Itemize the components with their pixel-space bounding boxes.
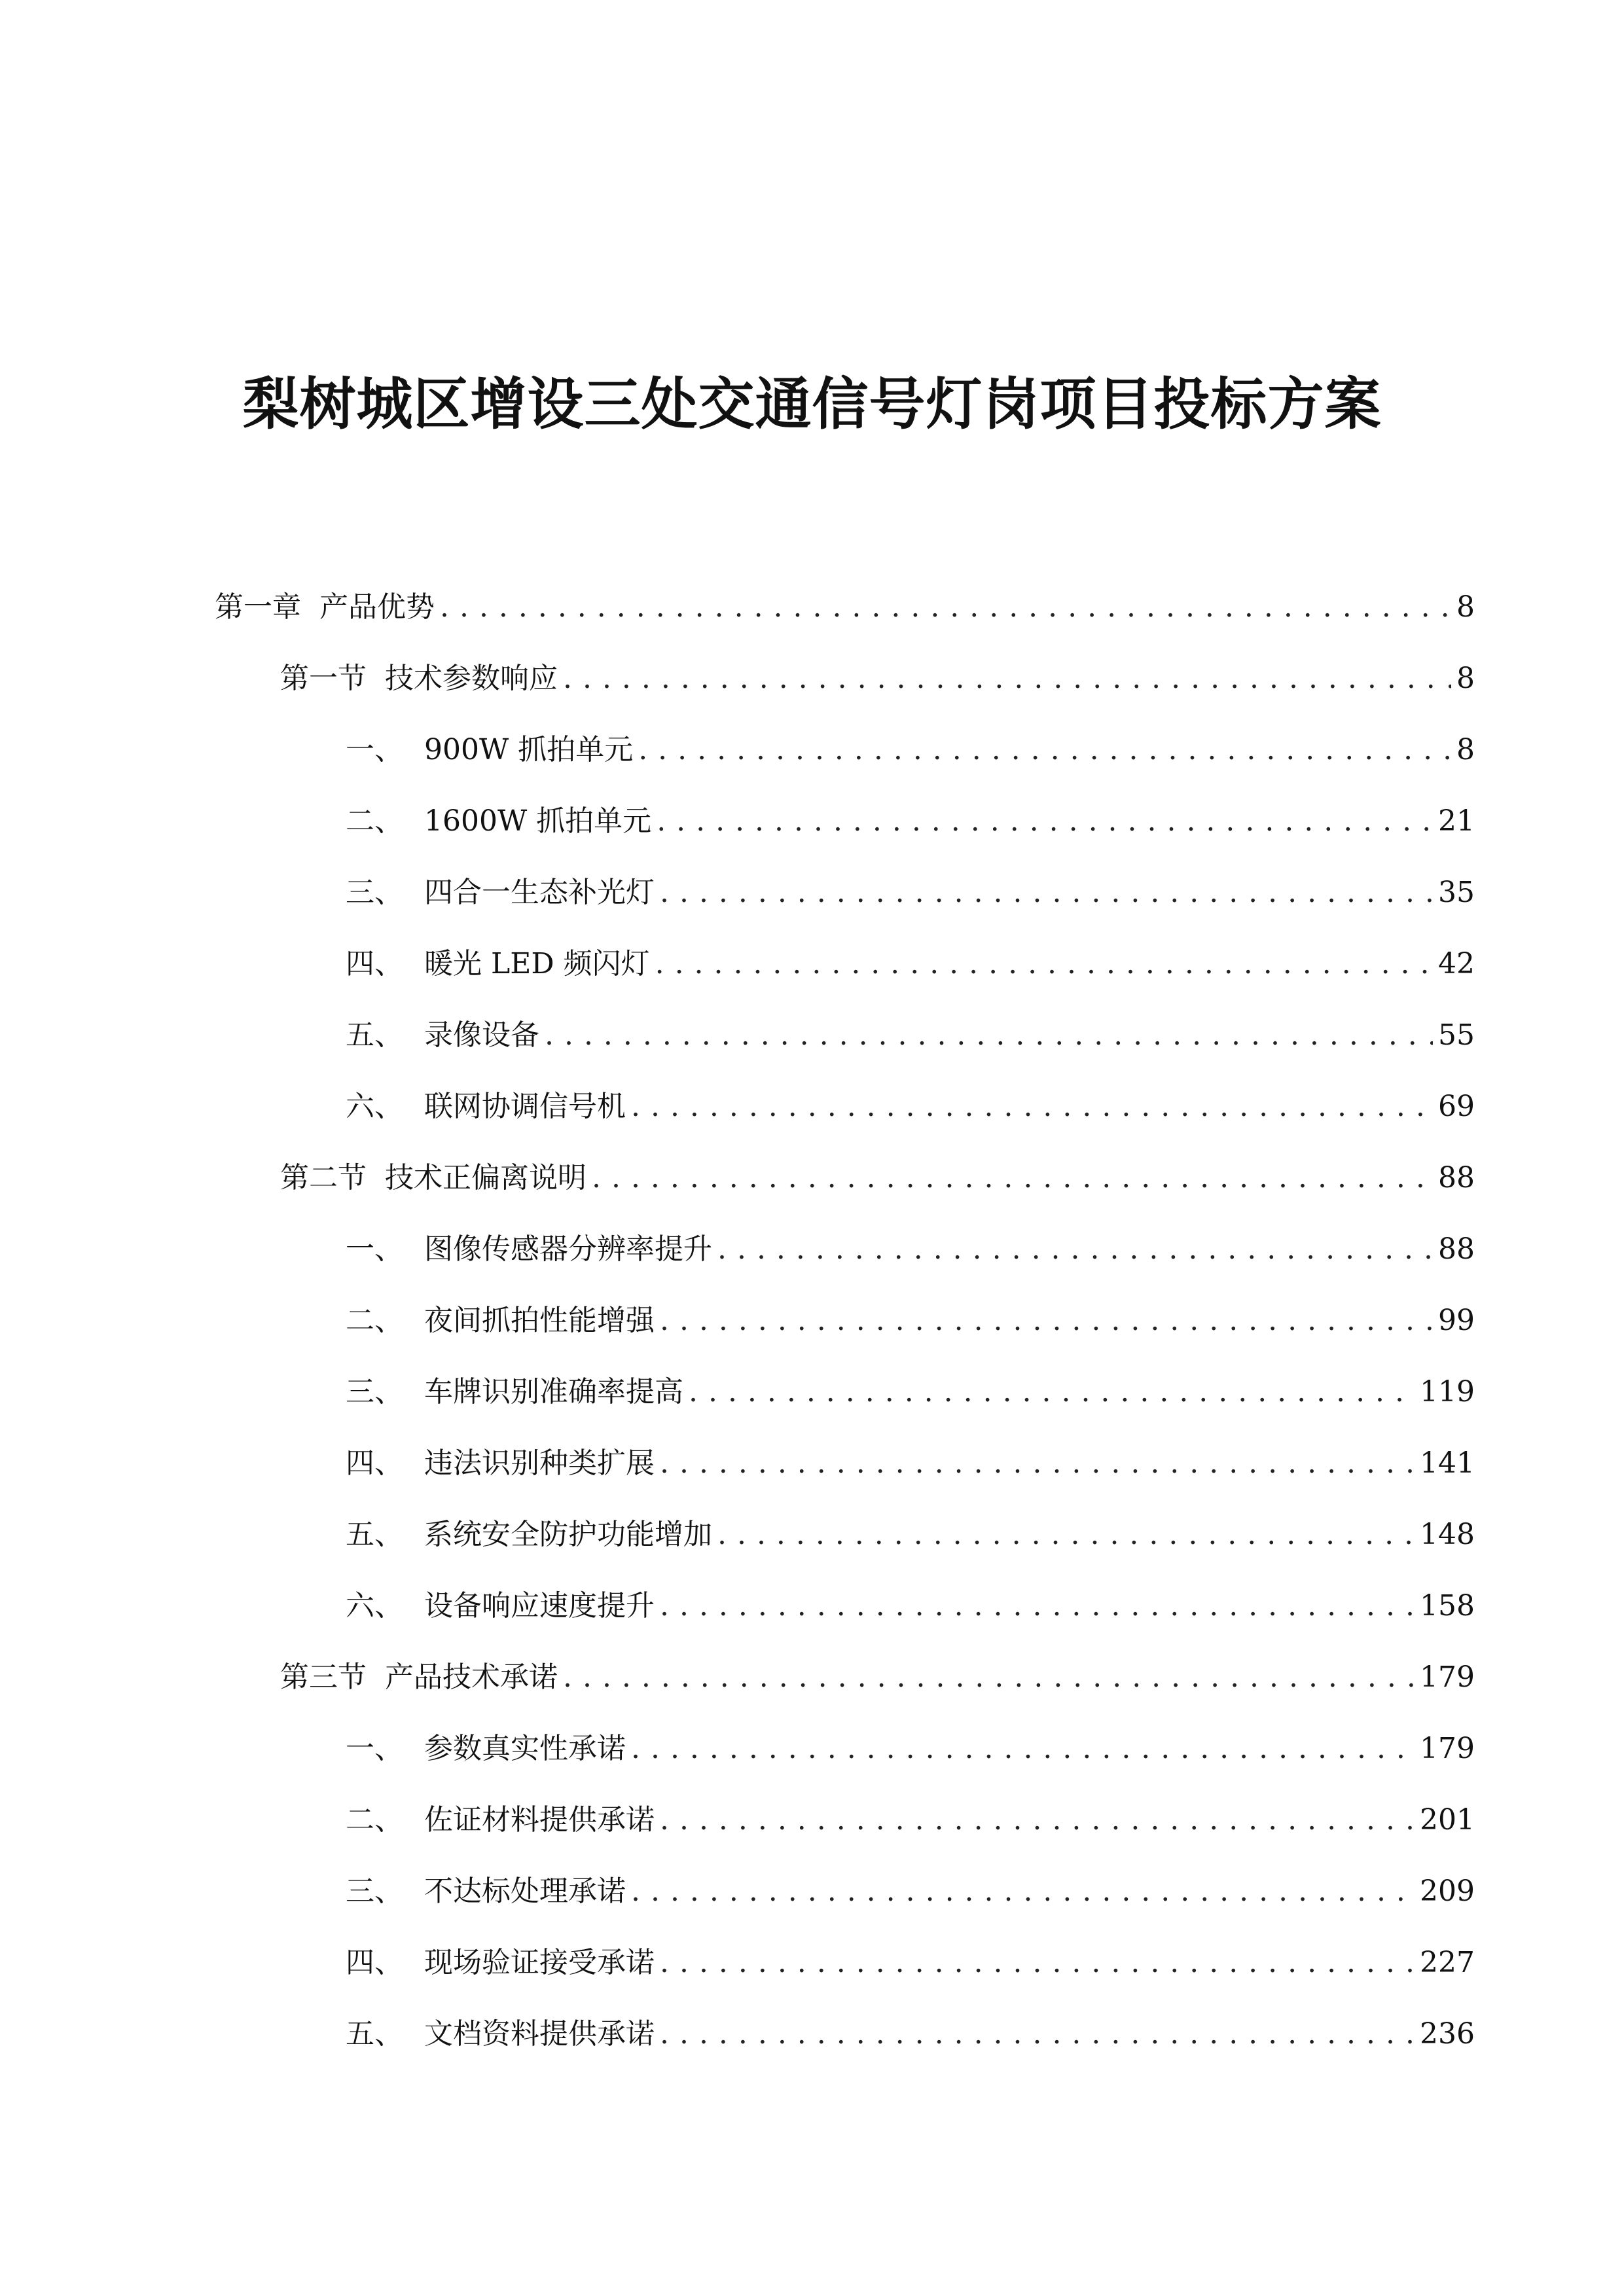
toc-entry-title: 技术正偏离说明 xyxy=(385,1161,586,1194)
toc-entry-number: 一、 xyxy=(346,1732,403,1765)
toc-entry-number: 二、 xyxy=(346,804,403,838)
toc-entry-page: 8 xyxy=(1456,662,1475,695)
toc-entry-title: 录像设备 xyxy=(424,1018,539,1052)
toc-entry-number: 三、 xyxy=(346,1874,403,1908)
toc-dot-leader xyxy=(631,1084,1433,1130)
toc-entry-title: 设备响应速度提升 xyxy=(424,1589,655,1623)
toc-entry[interactable] xyxy=(280,1655,1475,1700)
toc-entry-number: 三、 xyxy=(346,876,403,909)
toc-entry-page: 21 xyxy=(1438,804,1475,838)
toc-entry-page: 55 xyxy=(1438,1018,1475,1052)
toc-entry[interactable] xyxy=(346,1013,1475,1058)
toc-entry-title: 违法识别种类扩展 xyxy=(424,1446,655,1480)
toc-dot-leader xyxy=(631,1869,1415,1914)
toc-entry[interactable] xyxy=(346,1512,1475,1558)
toc-dot-leader xyxy=(660,1583,1415,1629)
toc-entry-page: 158 xyxy=(1420,1589,1475,1623)
toc-dot-leader xyxy=(660,2011,1415,2057)
toc-entry-page: 88 xyxy=(1438,1232,1475,1266)
toc-dot-leader xyxy=(440,584,1451,630)
toc-dot-leader xyxy=(717,1512,1415,1558)
toc-entry[interactable] xyxy=(346,1869,1475,1914)
toc-entry[interactable] xyxy=(346,1298,1475,1344)
toc-dot-leader xyxy=(545,1013,1433,1058)
toc-entry-title: 文档资料提供承诺 xyxy=(424,2017,655,2051)
toc-entry-number: 第一章 xyxy=(215,590,301,624)
toc-entry[interactable] xyxy=(346,870,1475,916)
toc-entry-title: 现场验证接受承诺 xyxy=(424,1946,655,1979)
toc-entry-number: 四、 xyxy=(346,1446,403,1480)
toc-entry-number: 六、 xyxy=(346,1589,403,1623)
toc-entry-number: 五、 xyxy=(346,2017,403,2051)
toc-dot-leader xyxy=(592,1155,1433,1201)
toc-entry-number: 第二节 xyxy=(280,1161,367,1194)
toc-entry-number: 一、 xyxy=(346,733,403,766)
toc-entry-page: 141 xyxy=(1420,1446,1475,1480)
toc-entry-title: 佐证材料提供承诺 xyxy=(424,1803,655,1837)
toc-entry-number: 四、 xyxy=(346,1946,403,1979)
toc-entry-number: 第一节 xyxy=(280,662,367,695)
toc-entry-title: 联网协调信号机 xyxy=(424,1090,626,1123)
toc-entry-number: 二、 xyxy=(346,1803,403,1837)
toc-entry-title: 技术参数响应 xyxy=(385,662,558,695)
toc-entry-title: 1600W 抓拍单元 xyxy=(424,804,652,838)
toc-entry[interactable] xyxy=(346,1227,1475,1272)
toc-dot-leader xyxy=(689,1369,1415,1415)
toc-entry-page: 201 xyxy=(1420,1803,1475,1837)
toc-dot-leader xyxy=(660,1797,1415,1843)
toc-entry-number: 一、 xyxy=(346,1232,403,1266)
toc-entry-page: 69 xyxy=(1438,1090,1475,1123)
toc-entry[interactable] xyxy=(346,1797,1475,1843)
toc-entry[interactable] xyxy=(346,941,1475,987)
toc-entry-page: 8 xyxy=(1456,590,1475,624)
toc-dot-leader xyxy=(655,941,1433,987)
toc-entry-number: 二、 xyxy=(346,1304,403,1337)
toc-entry-title: 夜间抓拍性能增强 xyxy=(424,1304,655,1337)
toc-entry-title: 暖光 LED 频闪灯 xyxy=(424,947,650,980)
toc-dot-leader xyxy=(660,1441,1415,1486)
toc-dot-leader xyxy=(660,870,1433,916)
toc-dot-leader xyxy=(657,798,1433,844)
document-title: 梨树城区增设三处交通信号灯岗项目投标方案 xyxy=(242,371,1382,437)
toc-entry-page: 179 xyxy=(1420,1660,1475,1694)
toc-entry-number: 第三节 xyxy=(280,1660,367,1694)
toc-entry-page: 119 xyxy=(1420,1375,1475,1408)
toc-entry[interactable] xyxy=(346,1369,1475,1415)
toc-entry-page: 99 xyxy=(1438,1304,1475,1337)
toc-entry[interactable] xyxy=(215,584,1475,630)
toc-entry-number: 五、 xyxy=(346,1018,403,1052)
toc-entry[interactable] xyxy=(346,1726,1475,1772)
toc-entry[interactable] xyxy=(346,2011,1475,2057)
toc-entry-title: 系统安全防护功能增加 xyxy=(424,1518,712,1551)
toc-entry[interactable] xyxy=(346,798,1475,844)
toc-entry-title: 产品优势 xyxy=(319,590,435,624)
toc-entry-title: 不达标处理承诺 xyxy=(424,1874,626,1908)
toc-entry[interactable] xyxy=(280,656,1475,702)
toc-entry[interactable] xyxy=(346,1583,1475,1629)
toc-entry-page: 42 xyxy=(1438,947,1475,980)
toc-entry-page: 148 xyxy=(1420,1518,1475,1551)
toc-entry-title: 图像传感器分辨率提升 xyxy=(424,1232,712,1266)
toc-dot-leader xyxy=(717,1227,1433,1272)
toc-entry[interactable] xyxy=(280,1155,1475,1201)
toc-entry-page: 35 xyxy=(1438,876,1475,909)
toc-dot-leader xyxy=(563,1655,1415,1700)
toc-entry-page: 236 xyxy=(1420,2017,1475,2051)
toc-entry[interactable] xyxy=(346,1940,1475,1986)
toc-entry-page: 8 xyxy=(1456,733,1475,766)
toc-entry-number: 五、 xyxy=(346,1518,403,1551)
toc-entry-title: 产品技术承诺 xyxy=(385,1660,558,1694)
toc-entry-page: 179 xyxy=(1420,1732,1475,1765)
toc-dot-leader xyxy=(563,656,1451,702)
toc-entry[interactable] xyxy=(346,1084,1475,1130)
toc-dot-leader xyxy=(638,727,1451,773)
toc-entry[interactable] xyxy=(346,727,1475,773)
toc-entry-title: 四合一生态补光灯 xyxy=(424,876,655,909)
toc-entry-page: 88 xyxy=(1438,1161,1475,1194)
toc-entry-number: 三、 xyxy=(346,1375,403,1408)
toc-dot-leader xyxy=(660,1298,1433,1344)
toc-entry[interactable] xyxy=(346,1441,1475,1486)
toc-entry-title: 车牌识别准确率提高 xyxy=(424,1375,683,1408)
toc-entry-number: 四、 xyxy=(346,947,403,980)
toc-dot-leader xyxy=(660,1940,1415,1986)
toc-entry-page: 227 xyxy=(1420,1946,1475,1979)
toc-dot-leader xyxy=(631,1726,1415,1772)
toc-entry-title: 参数真实性承诺 xyxy=(424,1732,626,1765)
toc-entry-page: 209 xyxy=(1420,1874,1475,1908)
toc-entry-title: 900W 抓拍单元 xyxy=(424,733,634,766)
toc-entry-number: 六、 xyxy=(346,1090,403,1123)
